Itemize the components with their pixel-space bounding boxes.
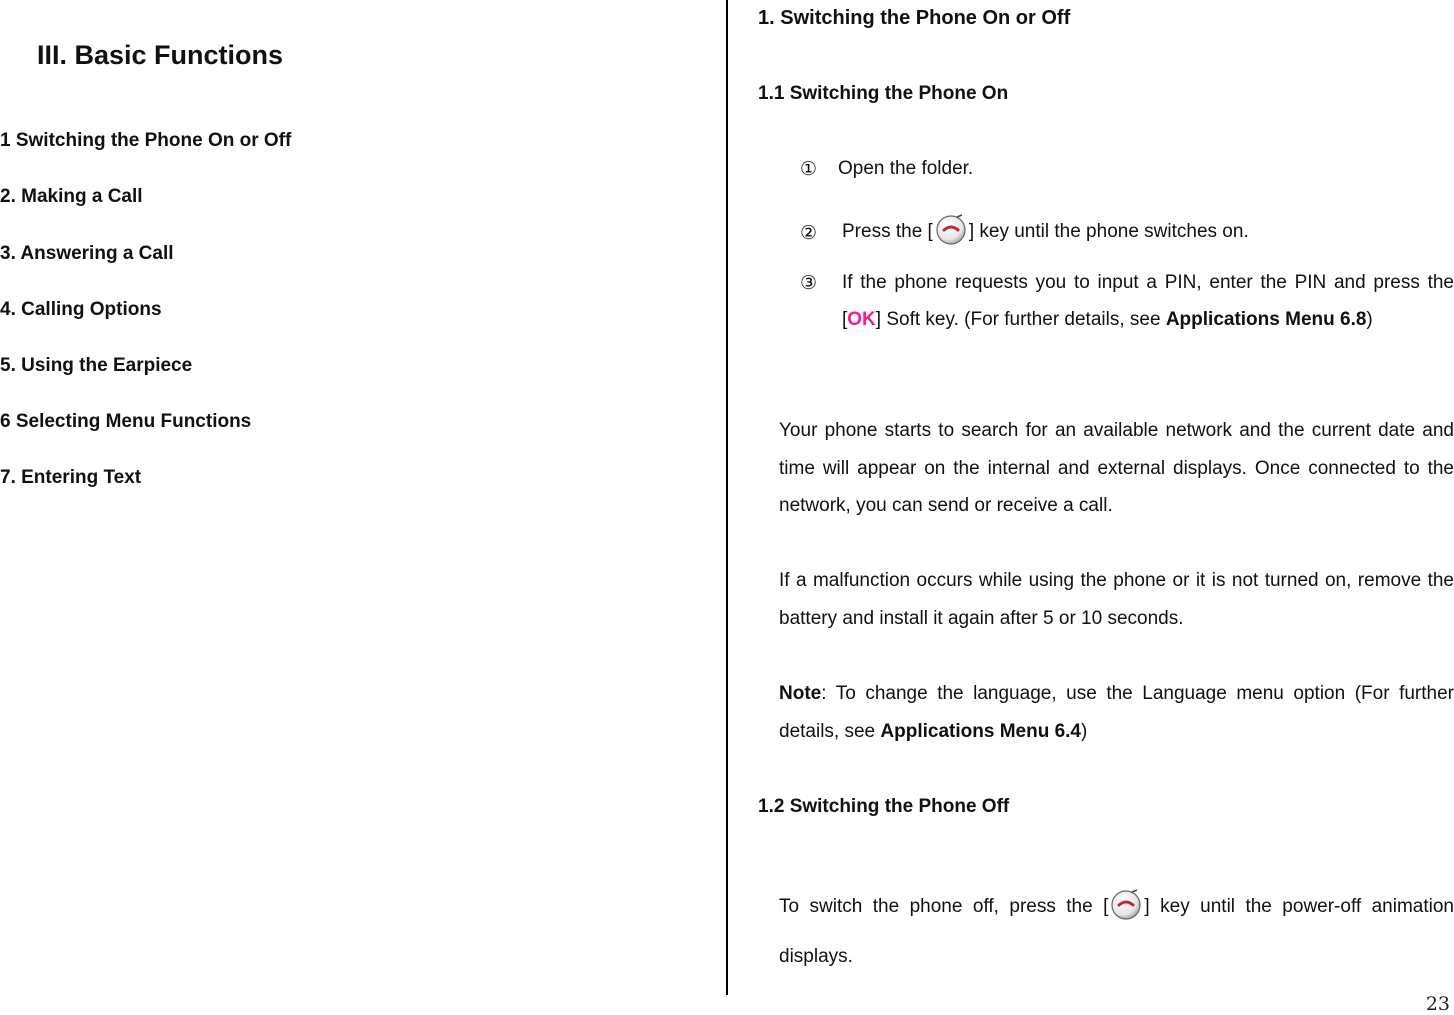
step-number: ① <box>800 159 818 180</box>
ok-softkey-label: OK <box>847 309 876 330</box>
toc-item: 2. Making a Call <box>0 186 143 207</box>
toc-item: 7. Entering Text <box>0 467 142 488</box>
subsection-title-off: 1.2 Switching the Phone Off <box>758 796 1010 817</box>
paragraph-malfunction: If a malfunction occurs while using the phone or it is not turned on, remove the battery and install it again after 5 or 10 seconds. <box>779 570 1454 629</box>
page-divider <box>726 0 728 995</box>
toc-item: 1 Switching the Phone On or Off <box>0 130 292 151</box>
subsection-title-on: 1.1 Switching the Phone On <box>758 83 1009 104</box>
note-paragraph: Note: To change the language, use the Language menu option (For further details, see Applications Menu 6.4) <box>779 683 1454 742</box>
toc-item: 6 Selecting Menu Functions <box>0 411 252 432</box>
note-label: Note <box>779 683 822 704</box>
end-call-power-key-icon <box>934 212 968 246</box>
step-text: If the phone requests you to input a PIN, enter the PIN and press the [OK] Soft key. (For further details, see Applications Menu 6.8) <box>842 272 1454 330</box>
end-call-power-key-icon <box>1109 887 1143 921</box>
step-text: Open the folder. <box>838 158 974 179</box>
step-text <box>842 206 1249 258</box>
page-number: 23 <box>1425 993 1450 1015</box>
chapter-title: III. Basic Functions <box>37 40 284 70</box>
toc-item: 3. Answering a Call <box>0 243 174 264</box>
step-text-after: ] key until the phone switches on. <box>968 221 1249 242</box>
section-title: 1. Switching the Phone On or Off <box>758 7 1071 29</box>
toc-item: 5. Using the Earpiece <box>0 355 193 376</box>
paragraph-switch-off: To switch the phone off, press the [ ] key until the power-off animation displays. <box>779 882 1454 982</box>
step-text-before: Press the [ <box>842 221 933 242</box>
toc-item: 4. Calling Options <box>0 299 162 320</box>
paragraph-network-search: Your phone starts to search for an available network and the current date and time will appear on the internal and external displays. Once connected to the network, you can send or receive a call. <box>779 420 1454 516</box>
step-number: ② <box>800 223 818 244</box>
step-number: ③ <box>800 273 818 294</box>
